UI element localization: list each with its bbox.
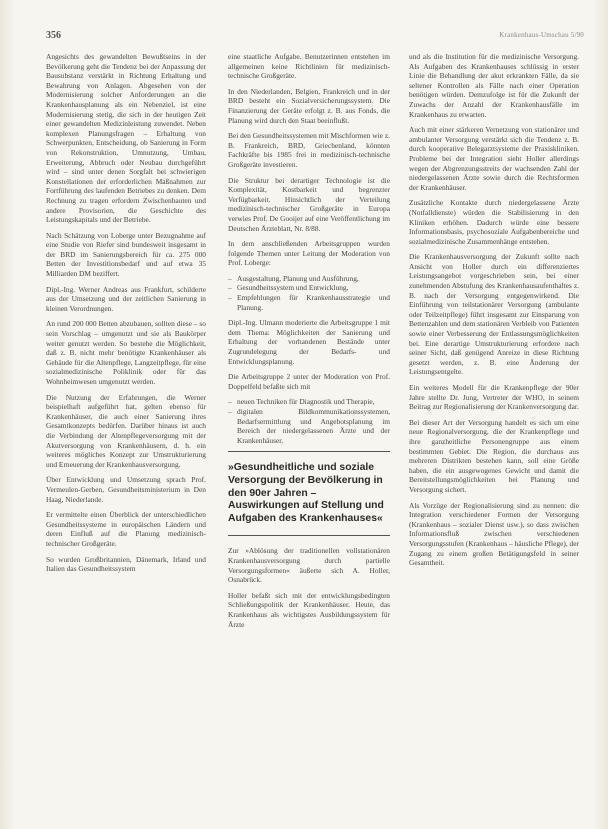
list-item: – neuen Techniken für Diagnostik und Therapie, (237, 397, 390, 407)
topic-list (228, 274, 390, 312)
paragraph: Bei den Gesundheitssystemen mit Mischformen wie z. B. Frankreich, BRD, Griechenland, könnten Fachkräfte bis 1985 frei in medizinisch-technische Großgeräte investieren. (228, 131, 390, 169)
paragraph: Angesichts des gewandelten Bewußtseins in der Bevölkerung geht die Tendenz bei der Anpassung der Bausubstanz verstärkt in Richtung Erhaltung und Bewahrung von Anlagen. Abgesehen von der Modernisierung solcher Anforderungen an die Krankenhausplanung als ein Nebenziel, ist eine Modernisierung stetig, die sich in der heutigen Zeit einer gewandelten Medizinleistung zuwendet. Neben komplexen Planungsfragen – Erhaltung von Schwerpunkten, Entscheidung, ob Sanierung in Form von Rekonstruktion, Umnutzung, Umbau, Erweiterung, Abbruch oder Neubau durchgeführt wird – sind unter denen Sorgfalt bei schwierigen Konstellationen der erforderlichen Maßnahmen zur Fortführung des laufenden Betriebes zu denken. Dem Rechnung zu tragen erfordern Zwischenbauten und andere Provisorien, die Geschichte des Leistungskapitals und der Betriebe. (46, 52, 206, 225)
paragraph: Dipl.-Ing. Ulmann moderierte die Arbeitsgruppe 1 mit dem Thema: Möglichkeiten der Sanierung und Erhaltung der vorhandenen Bestände unter Zugrundelegung der Bedarfs- und Entwicklungsplanung. (228, 318, 390, 366)
column-2 (228, 52, 390, 822)
paragraph: Ein weiteres Modell für die Krankenpflege der 90er Jahre stellte Dr. Jung, Vertreter der WHO, in seinem Beitrag zur Regionalisierung der Krankenversorgung dar. (409, 383, 579, 412)
paragraph: Er vermittelte einen Überblick der unterschiedlichen Gesundheitssysteme in europäischen Ländern und deren Einfluß auf die Planung medizinisch-technischer Großgeräte. (46, 510, 206, 548)
column-1 (46, 52, 206, 822)
paragraph: Auch mit einer stärkeren Vernetzung von stationärer und ambulanter Versorgung verstärkt sich die Tendenz z. B. durch kooperative Belegarztsysteme der Praxiskliniken. Probleme bei der Integration sieht Holler allerdings wegen der Abgrenzungsstreits der wachsenden Zahl der niedergelassenen Ärzte sowie durch die Rechtsformen der Krankenhäuser. (409, 125, 579, 192)
page-header (46, 30, 586, 44)
list-item: – Empfehlungen für Krankenhausstrategie und Planung. (237, 293, 390, 312)
paragraph: Die Struktur bei derartiger Technologie ist die Komplexität, Kostbarkeit und begrenzter Verfügbarkeit. Hinsichtlich der Verteilung medizinisch-technischer Großgeräte in Europa verwies Prof. De Gooijer auf eine Veröffentlichung im Deutschen Ärzteblatt, Nr. 8/88. (228, 175, 390, 233)
topic-list (228, 397, 390, 445)
paragraph: Holler befaßt sich mit der entwicklungsbedingten Schließungspolitik der Krankenhäuser. Heute, das Krankenhaus als wichtigstes Ausbildungssystem für Ärzte (228, 590, 390, 629)
section-heading: »Gesundheitliche und soziale Versorgung der Bevölkerung in den 90er Jahren – Auswirkungen auf Stellung und Aufgaben des Krankenhauses« (228, 451, 390, 536)
paragraph: In dem anschließenden Arbeitsgruppen wurden folgende Themen unter Leitung der Moderation von Prof. Loberge: (228, 239, 390, 268)
journal-title: Krankenhaus-Umschau 5/90 (499, 31, 584, 39)
paragraph: eine staatliche Aufgabe. Benutzerinnen entstehen im allgemeinen keine Richtlinien für medizinisch-technische Großgeräte. (228, 52, 390, 81)
paragraph: Die Arbeitsgruppe 2 unter der Moderation von Prof. Doppelfeld befaßte sich mit (228, 372, 390, 391)
list-item: – Gesundheitssystem und Entwicklung, (237, 283, 390, 293)
paragraph: Die Krankenhausversorgung der Zukunft sollte nach Ansicht von Holler durch ein differenziertes Leistungsangebot vorgeschrieben sein, bei einer zunehmenden Abstufung des Krankenhausaufenthaltes z. B. nach der Versorgung entgegenwirkend. Die Einführung von teilstationärer Versorgung (ambulante oder Teilzeitpflege) führt insgesamt zur Einsparung von Bettenzahlen und dem stationären Verbleib von Patienten sowie einer Verbesserung der Entlassungsmöglichkeiten bei. Eine derartige Umstrukturierung erfordere nach seiner Sicht, daß genügend Anreize in diese Richtung gesetzt werden, z. B. eine Änderung der Leistungsentgelte. (409, 252, 579, 377)
paragraph: So wurden Großbritannien, Dänemark, Irland und Italien das Gesundheitssystem (46, 554, 206, 574)
list-item: – digitalen Bildkommunikationssystemen, Bedarfsermittlung und Angebotsplanung im Bereich der niedergelassenen Ärzte und der Krankenhäuser. (237, 407, 390, 445)
paragraph: Als Vorzüge der Regionalisierung sind zu nennen: die Integration verschiedener Formen der Versorgung (Krankenhaus – sozialer Dienst usw.), so dass zwischen Informationsfluß zwischen verschiedenen Versorgungsstufen (Krankenhaus – häusliche Pflege), der Zugang zu einem großen Betätigungsfeld in seiner Gesamtheit. (409, 500, 579, 568)
paragraph: Dipl.-Ing. Werner Andreas aus Frankfurt, schilderte aus der Umsetzung und der zeitlichen Sanierung in kleinen Verordnungen. (46, 284, 206, 313)
paragraph: Über Entwicklung und Umsetzung sprach Prof. Vermeulen-Gerben, Gesundheitsministerium in Den Haag, Niederlande. (46, 475, 206, 504)
column-3 (409, 52, 579, 822)
paragraph: Nach Schätzung von Loberge unter Bezugnahme auf eine Studie von Riefer sind bundesweit insgesamt in der BRD im Sanierungsbereich für ca. 275 000 Betten der Investitionsbedarf und auf etwa 35 Milliarden DM beziffert. (46, 230, 206, 279)
paragraph: Zusätzliche Kontakte durch niedergelassene Ärzte (Notfalldienste) würden die Stabilisierung in den Kliniken erhöhen. Dadurch würde eine bessere Informationsbasis, psychosoziale Aufgabenbereiche und sozialmedizinische Zusammenhänge entstehen. (409, 198, 579, 246)
paragraph: Die Nutzung der Erfahrungen, die Werner beispielhaft aufgeführt hat, gelten ebenso für Krankenhäuser, die auch einer Sanierung ihres Gesamtkonzepts bedürfen. Darüber hinaus ist auch die Verbindung der Altenpflegeversorgung mit der Akutversorgung von Krankenhäusern, d. h. ein weiteres mögliches Konzept zur Umstrukturierung und Erneuerung der Krankenhausversorgung. (46, 392, 206, 469)
list-item: – Ausgestaltung, Planung und Ausführung, (237, 274, 390, 284)
paragraph: Bei dieser Art der Versorgung handelt es sich um eine neue Regionalversorgung, die der Krankenpflege und ihre ganzheitliche Personengruppe aus einem bestimmten Gebiet. Die Region, die durchaus aus mehreren Distrikten bestehen kann, soll eine Größe haben, die ein ausgewogenes Gewicht und damit die Bereitstellungsmöglichkeiten bei Planung und Versorgung sichert. (409, 417, 579, 494)
paragraph: und als die Institution für die medizinische Versorgung. Als Aufgaben des Krankenhauses schlüssig in erster Linie die Behandlung der akut erkrankten Fälle, da sie seltener Kontrollen als Fälle nach einer Operation benötigen würden. Demzufolge ist für die Zukunft der Zuwachs der Anzahl der Krankenhausfälle im Krankenhaus zu erwarten. (409, 52, 579, 119)
paragraph: An rund 200 000 Betten abzubauen, sollten diese – so sein Vorschlag – umgenutzt und sie als Baukörper weiter genutzt werden. So bestehe die Möglichkeit, daß z. B. nicht mehr benötigte Krankenhäuser als Gebäude für die Altenpflege, Langzeitpflege, für eine sozialmedizinische Poliklinik oder für das Wohnheimwesen umgenutzt werden. (46, 319, 206, 386)
paragraph: Zur »Ablösung der traditionellen vollstationären Krankenhausversorgung durch partielle Versorgungsformen« äußerte sich A. Holler, Osnabrück. (228, 546, 390, 585)
page-number: 356 (46, 30, 61, 41)
paragraph: In den Niederlanden, Belgien, Frankreich und in der BRD besteht ein Sozialversicherungssystem. Die Finanzierung der Geräte erfolgt z. B. aus Fonds, die Planung wird durch den Staat beeinflußt. (228, 86, 390, 125)
